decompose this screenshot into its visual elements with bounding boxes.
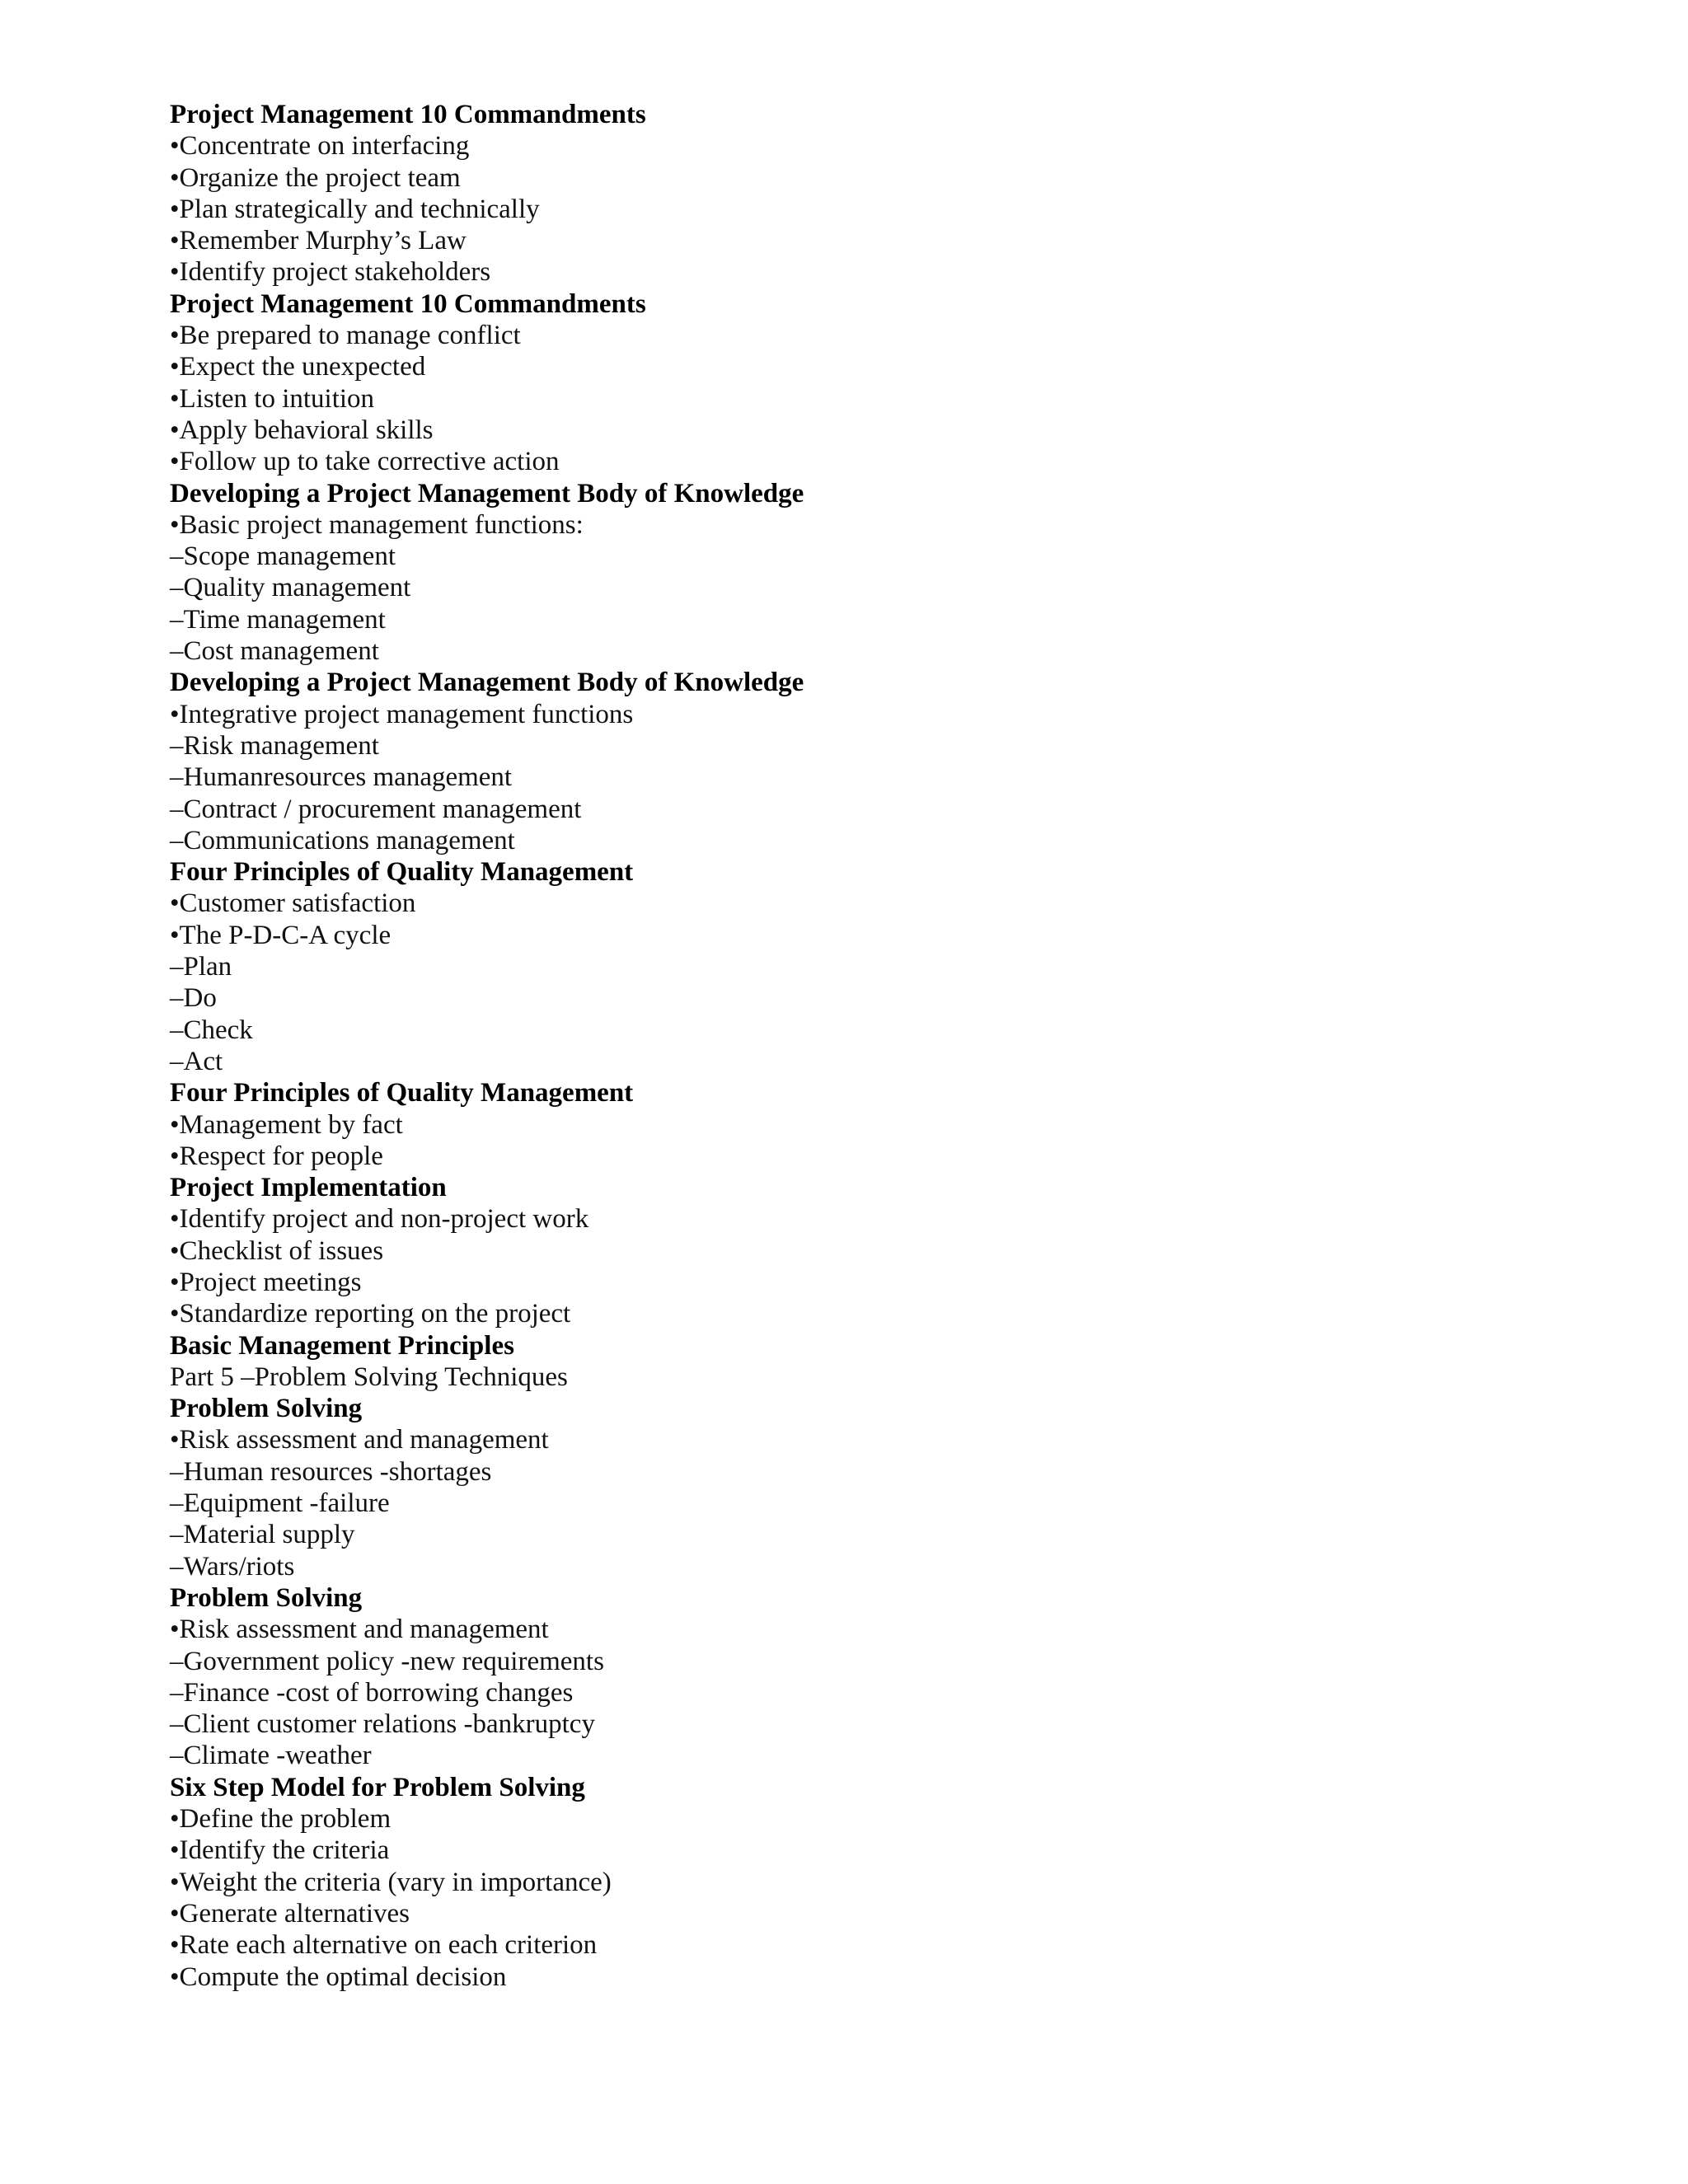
sub-list-item: –Do — [170, 983, 217, 1014]
list-item: •Risk assessment and management — [170, 1425, 549, 1455]
list-item: •Risk assessment and management — [170, 1615, 549, 1645]
list-item: •Checklist of issues — [170, 1235, 384, 1266]
sub-list-item: –Time management — [170, 604, 386, 635]
list-item: •Weight the criteria (vary in importance) — [170, 1867, 612, 1897]
list-item: •Listen to intuition — [170, 383, 375, 414]
sub-list-item: –Wars/riots — [170, 1551, 295, 1582]
sub-list-item: –Plan — [170, 952, 232, 982]
list-item: •Identify project stakeholders — [170, 257, 491, 288]
list-item: •Compute the optimal decision — [170, 1961, 507, 1992]
list-item: •Expect the unexpected — [170, 352, 426, 382]
list-item: •Generate alternatives — [170, 1898, 410, 1929]
sub-list-item: –Contract / procurement management — [170, 794, 582, 824]
section-heading: Six Step Model for Problem Solving — [170, 1772, 585, 1802]
sub-list-item: –Human resources -shortages — [170, 1456, 492, 1487]
list-item: •Be prepared to manage conflict — [170, 321, 521, 351]
list-item: •Project meetings — [170, 1267, 362, 1297]
section-heading: Problem Solving — [170, 1394, 363, 1424]
sub-list-item: –Climate -weather — [170, 1741, 372, 1771]
sub-list-item: –Client customer relations -bankruptcy — [170, 1709, 595, 1740]
list-item: •Standardize reporting on the project — [170, 1299, 571, 1329]
sub-list-item: –Risk management — [170, 730, 379, 761]
section-heading: Four Principles of Quality Management — [170, 1078, 634, 1108]
list-item: •Customer satisfaction — [170, 888, 416, 919]
list-item: •Apply behavioral skills — [170, 415, 434, 445]
list-item: •Identify project and non-project work — [170, 1204, 589, 1235]
list-item: •Follow up to take corrective action — [170, 447, 560, 477]
sub-list-item: –Humanresources management — [170, 762, 513, 793]
text-line: Part 5 –Problem Solving Techniques — [170, 1361, 568, 1392]
section-heading: Project Implementation — [170, 1173, 447, 1203]
list-item: •Plan strategically and technically — [170, 194, 540, 224]
list-item: •Basic project management functions: — [170, 509, 584, 540]
document-page — [170, 99, 1571, 1993]
sub-list-item: –Material supply — [170, 1520, 355, 1550]
list-item: •Integrative project management functions — [170, 699, 634, 729]
section-heading: Basic Management Principles — [170, 1330, 514, 1361]
section-heading: Problem Solving — [170, 1582, 363, 1613]
list-item: •The P-D-C-A cycle — [170, 920, 392, 950]
list-item: •Rate each alternative on each criterion — [170, 1930, 598, 1961]
sub-list-item: –Equipment -failure — [170, 1488, 390, 1519]
sub-list-item: –Government policy -new requirements — [170, 1646, 604, 1676]
section-heading: Developing a Project Management Body of Knowledge — [170, 478, 804, 509]
list-item: •Remember Murphy’s Law — [170, 226, 467, 256]
sub-list-item: –Cost management — [170, 636, 379, 667]
list-item: •Organize the project team — [170, 162, 461, 193]
section-heading: Developing a Project Management Body of Knowledge — [170, 668, 804, 698]
list-item: •Concentrate on interfacing — [170, 131, 470, 162]
list-item: •Identify the criteria — [170, 1835, 390, 1866]
document-body — [170, 99, 1571, 1993]
list-item: •Define the problem — [170, 1804, 392, 1835]
list-item: •Respect for people — [170, 1141, 383, 1171]
list-item: •Management by fact — [170, 1109, 403, 1140]
section-heading: Project Management 10 Commandments — [170, 288, 646, 319]
sub-list-item: –Quality management — [170, 573, 411, 603]
section-heading: Four Principles of Quality Management — [170, 857, 634, 888]
sub-list-item: –Finance -cost of borrowing changes — [170, 1677, 574, 1708]
section-heading: Project Management 10 Commandments — [170, 100, 646, 129]
sub-list-item: –Scope management — [170, 541, 396, 572]
sub-list-item: –Communications management — [170, 825, 515, 855]
sub-list-item: –Act — [170, 1046, 223, 1076]
sub-list-item: –Check — [170, 1015, 253, 1045]
